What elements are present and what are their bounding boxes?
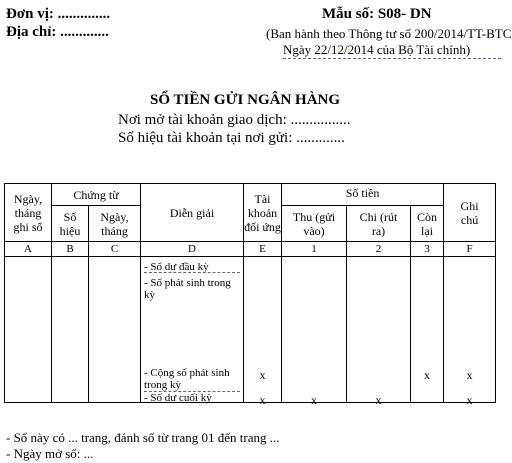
code-a: A bbox=[5, 242, 52, 257]
body-out-cell bbox=[347, 257, 411, 407]
mark-account-total: x bbox=[259, 368, 266, 382]
ledger-table bbox=[4, 183, 496, 407]
body-voucher-no-cell bbox=[52, 257, 89, 403]
body-desc-cell bbox=[141, 257, 244, 403]
address-label: Địa chỉ: ............. bbox=[6, 24, 109, 40]
desc-period-total: - Cộng số phát sinh trong kỳ bbox=[144, 367, 230, 391]
mark-balance-total: x bbox=[424, 368, 431, 382]
body-in-cell bbox=[282, 257, 347, 407]
col-voucher-header: Chứng từ bbox=[52, 184, 141, 206]
col-desc-header: Diễn giải bbox=[141, 184, 244, 242]
mark-note-closing: x bbox=[466, 393, 473, 407]
code-3: 3 bbox=[411, 242, 444, 257]
footer-page-count: - Sổ này có ... trang, đánh số từ trang 01 đến trang ... bbox=[6, 430, 280, 445]
mark-note-total: x bbox=[466, 368, 473, 382]
mark-in-closing: x bbox=[311, 393, 318, 407]
col-voucher-date-header: Ngày, tháng bbox=[89, 206, 141, 242]
issued-line-1: (Ban hành theo Thông tư số 200/2014/TT-BTC bbox=[266, 26, 512, 41]
header-dashed-divider bbox=[283, 58, 501, 59]
mark-account-closing: x bbox=[259, 393, 266, 407]
col-note-header: Ghi chú bbox=[444, 184, 496, 242]
code-c: C bbox=[89, 242, 141, 257]
desc-opening-balance: - Số dư đầu kỳ bbox=[144, 261, 209, 273]
col-out-header: Chi (rút ra) bbox=[347, 206, 411, 242]
body-note-cell bbox=[444, 257, 496, 407]
code-e: E bbox=[244, 242, 282, 257]
code-b: B bbox=[52, 242, 89, 257]
col-amount-header: Số tiền bbox=[282, 184, 444, 206]
col-date-header: Ngày, tháng ghi sổ bbox=[5, 184, 52, 242]
code-f: F bbox=[444, 242, 496, 257]
desc-period-activity: - Số phát sinh trong kỳ bbox=[144, 277, 231, 301]
desc-closing-balance: - Số dư cuối kỳ bbox=[144, 392, 212, 404]
body-account-cell bbox=[244, 257, 282, 407]
code-d: D bbox=[141, 242, 244, 257]
page-title: SỔ TIỀN GỬI NGÂN HÀNG bbox=[150, 92, 341, 108]
col-account-header: Tài khoản đối ứng bbox=[244, 184, 282, 242]
unit-label: Đơn vị: .............. bbox=[6, 6, 111, 22]
body-date-cell bbox=[5, 257, 52, 403]
desc-dash-2 bbox=[144, 391, 240, 392]
subtitle-account-place: Nơi mở tài khoản giao dịch: ................ bbox=[118, 112, 351, 128]
desc-dash-1 bbox=[144, 272, 240, 273]
code-1: 1 bbox=[282, 242, 347, 257]
body-balance-cell bbox=[411, 257, 444, 403]
col-balance-header: Còn lại bbox=[411, 206, 444, 242]
col-in-header: Thu (gửi vào) bbox=[282, 206, 347, 242]
issued-line-2: Ngày 22/12/2014 của Bộ Tài chính) bbox=[283, 42, 471, 57]
code-2: 2 bbox=[347, 242, 411, 257]
form-number: Mẫu số: S08- DN bbox=[322, 6, 432, 22]
mark-out-closing: x bbox=[375, 393, 382, 407]
subtitle-account-number: Số hiệu tài khoản tại nơi gửi: ............. bbox=[118, 130, 345, 146]
col-voucher-no-header: Số hiệu bbox=[52, 206, 89, 242]
body-voucher-date-cell bbox=[89, 257, 141, 403]
footer-open-date: - Ngày mở sổ: ... bbox=[6, 446, 94, 461]
